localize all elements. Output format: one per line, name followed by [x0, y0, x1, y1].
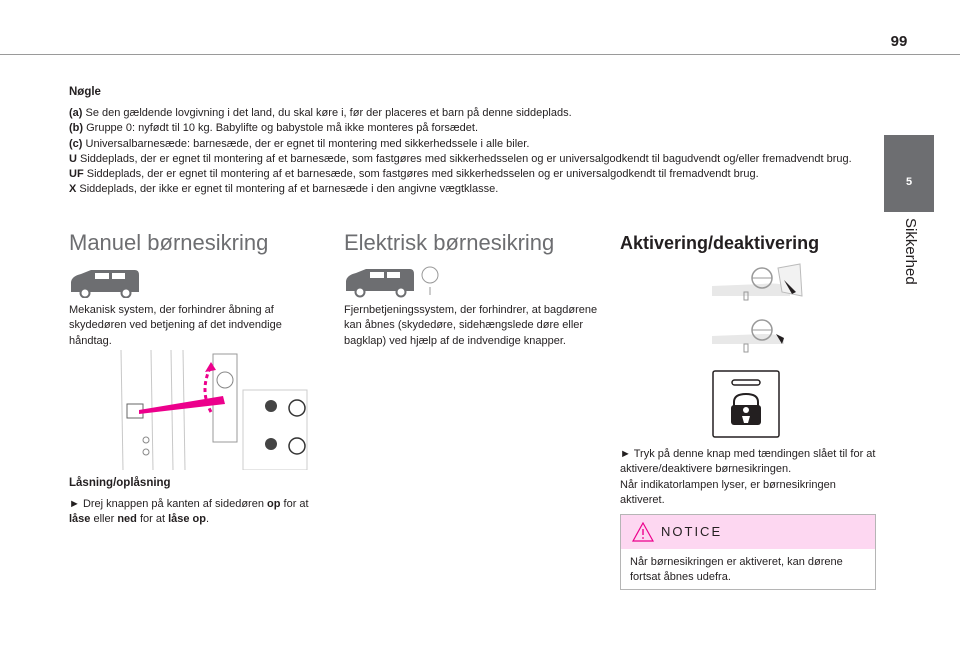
- warning-triangle-icon: [632, 522, 654, 542]
- header-rule: [0, 54, 960, 55]
- child-lock-button-icon: [712, 370, 780, 438]
- key-item-a: (a) Se den gældende lovgivning i det land, du skal køre i, før der placeres et barn på denne siddeplads.: [69, 107, 572, 119]
- electric-description: Fjernbetjeningssystem, der forhindrer, at bagdørene kan åbnes (skydedøre, sidehængslede døre eller bagklap) ved hjælp af de indvendige knapper.: [344, 304, 598, 347]
- notice-box: [620, 514, 876, 590]
- van-electric-icon: [344, 265, 444, 299]
- activation-instruction: ► Tryk på denne knap med tændingen slået til for at aktivere/deaktivere børnesikringen.: [620, 448, 876, 476]
- manual-description: Mekanisk system, der forhindrer åbning af skydedøren ved betjening af det indvendige håndtag.: [69, 304, 282, 347]
- key-item-uf: UF Siddeplads, der er egnet til montering af et barnesæde, som fastgøres med sikkerhedsselen og er universalgodkendt til fremadvendt brug.: [69, 168, 759, 181]
- chapter-number: 5: [905, 176, 913, 188]
- key-list: [69, 106, 869, 198]
- notice-title: NOTICE: [661, 524, 723, 539]
- notice-header: [621, 515, 875, 549]
- chapter-label: [886, 218, 932, 318]
- manual-heading: Manuel børnesikring: [69, 230, 269, 255]
- dashboard-steering-illustration-1: [712, 262, 806, 304]
- manual-instruction: ► Drej knappen på kanten af sidedøren op for at låse eller ned for at låse op.: [69, 498, 309, 526]
- dashboard-steering-illustration-2: [712, 318, 792, 358]
- notice-text: Når børnesikringen er aktiveret, kan dørene fortsat åbnes udefra.: [630, 556, 843, 584]
- key-item-b: (b) Gruppe 0: nyfødt til 10 kg. Babylifte og babystole må ikke monteres på forsædet.: [69, 122, 479, 135]
- page-number: 99: [890, 33, 908, 50]
- activation-heading: Aktivering/deaktivering: [620, 233, 820, 253]
- key-item-u: U Siddeplads, der er egnet til montering af et barnesæde, som fastgøres med sikkerhedsselen og er universalgodkendt til bagudvendt og/eller fremadvendt brug.: [69, 152, 852, 165]
- van-icon: [69, 268, 141, 298]
- electric-heading: Elektrisk børnesikring: [344, 230, 555, 255]
- key-item-c: (c) Universalbarnesæde: barnesæde, der er egnet til montering med sikkerhedssele i alle biler.: [69, 137, 530, 150]
- chapter-tab: [884, 135, 934, 212]
- key-heading: Nøgle: [69, 86, 101, 98]
- chapter-label-text: Sikkerhed: [902, 218, 919, 285]
- manual-subheading: Låsning/oplåsning: [69, 477, 171, 489]
- key-item-x: X Siddeplads, der ikke er egnet til montering af et barnesæde i den angivne vægtklasse.: [69, 183, 499, 196]
- door-child-lock-illustration: [113, 350, 313, 470]
- activation-indicator: Når indikatorlampen lyser, er børnesikringen aktiveret.: [620, 479, 836, 507]
